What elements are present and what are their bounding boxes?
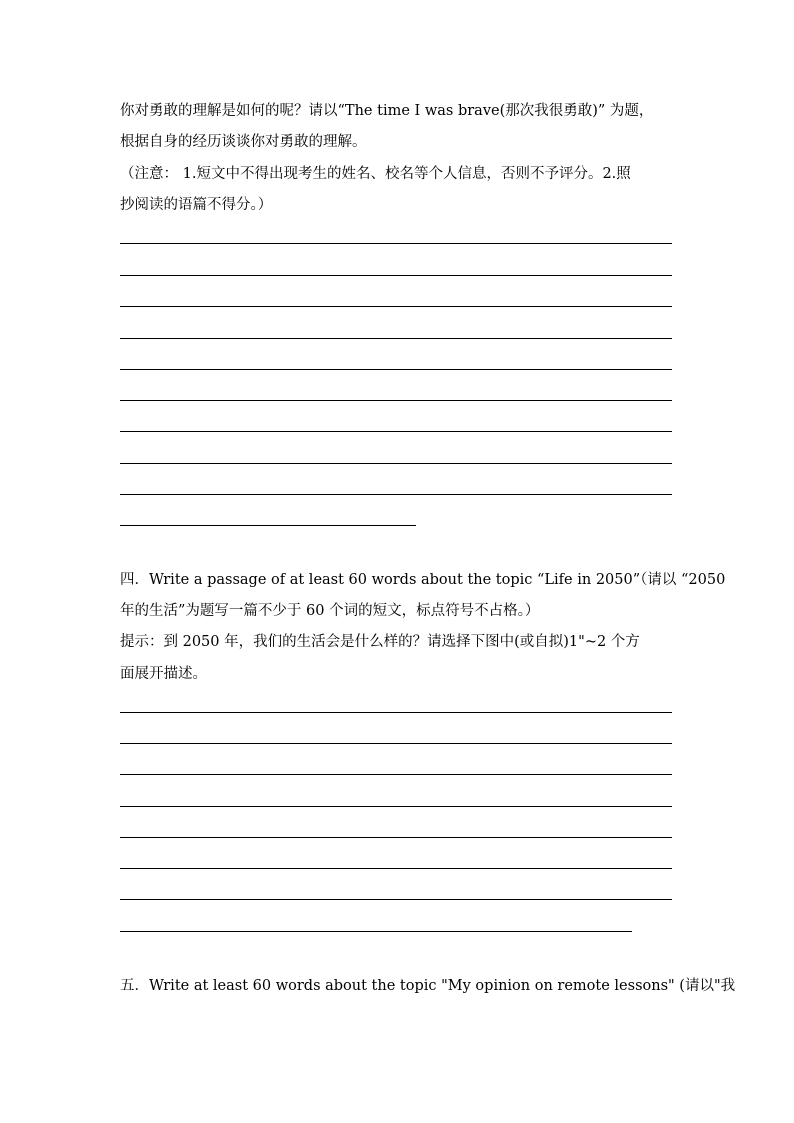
writing-line	[120, 899, 672, 900]
prompt-text-line: （注意： 1.短文中不得出现考生的姓名、校名等个人信息，否则不予评分。2.照	[120, 166, 631, 182]
writing-line	[120, 369, 672, 370]
writing-line	[120, 525, 416, 526]
prompt-text-line: 年的生活”为题写一篇不少于 60 个词的短文，标点符号不占格。）	[120, 603, 540, 619]
prompt-text-line: 你对勇敢的理解是如何的呢？请以“The time I was brave(那次我很勇敢)” 为题，	[120, 103, 654, 119]
writing-line	[120, 931, 632, 932]
writing-line	[120, 400, 672, 401]
prompt-text-line: 根据自身的经历谈谈你对勇敢的理解。	[120, 134, 367, 150]
writing-line	[120, 743, 672, 744]
writing-line	[120, 868, 672, 869]
writing-line	[120, 338, 672, 339]
prompt-text-line: 提示：到 2050 年，我们的生活会是什么样的？请选择下图中(或自拟)1"~2 个方	[120, 634, 640, 650]
writing-line	[120, 306, 672, 307]
writing-line	[120, 837, 672, 838]
writing-line	[120, 712, 672, 713]
section-5-heading: 五．Write at least 60 words about the topic "My opinion on remote lessons" (请以"我	[120, 978, 736, 994]
writing-line	[120, 431, 672, 432]
prompt-text-line: 面展开描述。	[120, 666, 207, 682]
writing-line	[120, 275, 672, 276]
writing-line	[120, 243, 672, 244]
section-4-heading: 四．Write a passage of at least 60 words about the topic “Life in 2050”（请以 “2050	[120, 572, 726, 588]
writing-line	[120, 806, 672, 807]
writing-line	[120, 494, 672, 495]
writing-line	[120, 463, 672, 464]
prompt-text-line: 抄阅读的语篇不得分。）	[120, 197, 273, 213]
writing-line	[120, 774, 672, 775]
